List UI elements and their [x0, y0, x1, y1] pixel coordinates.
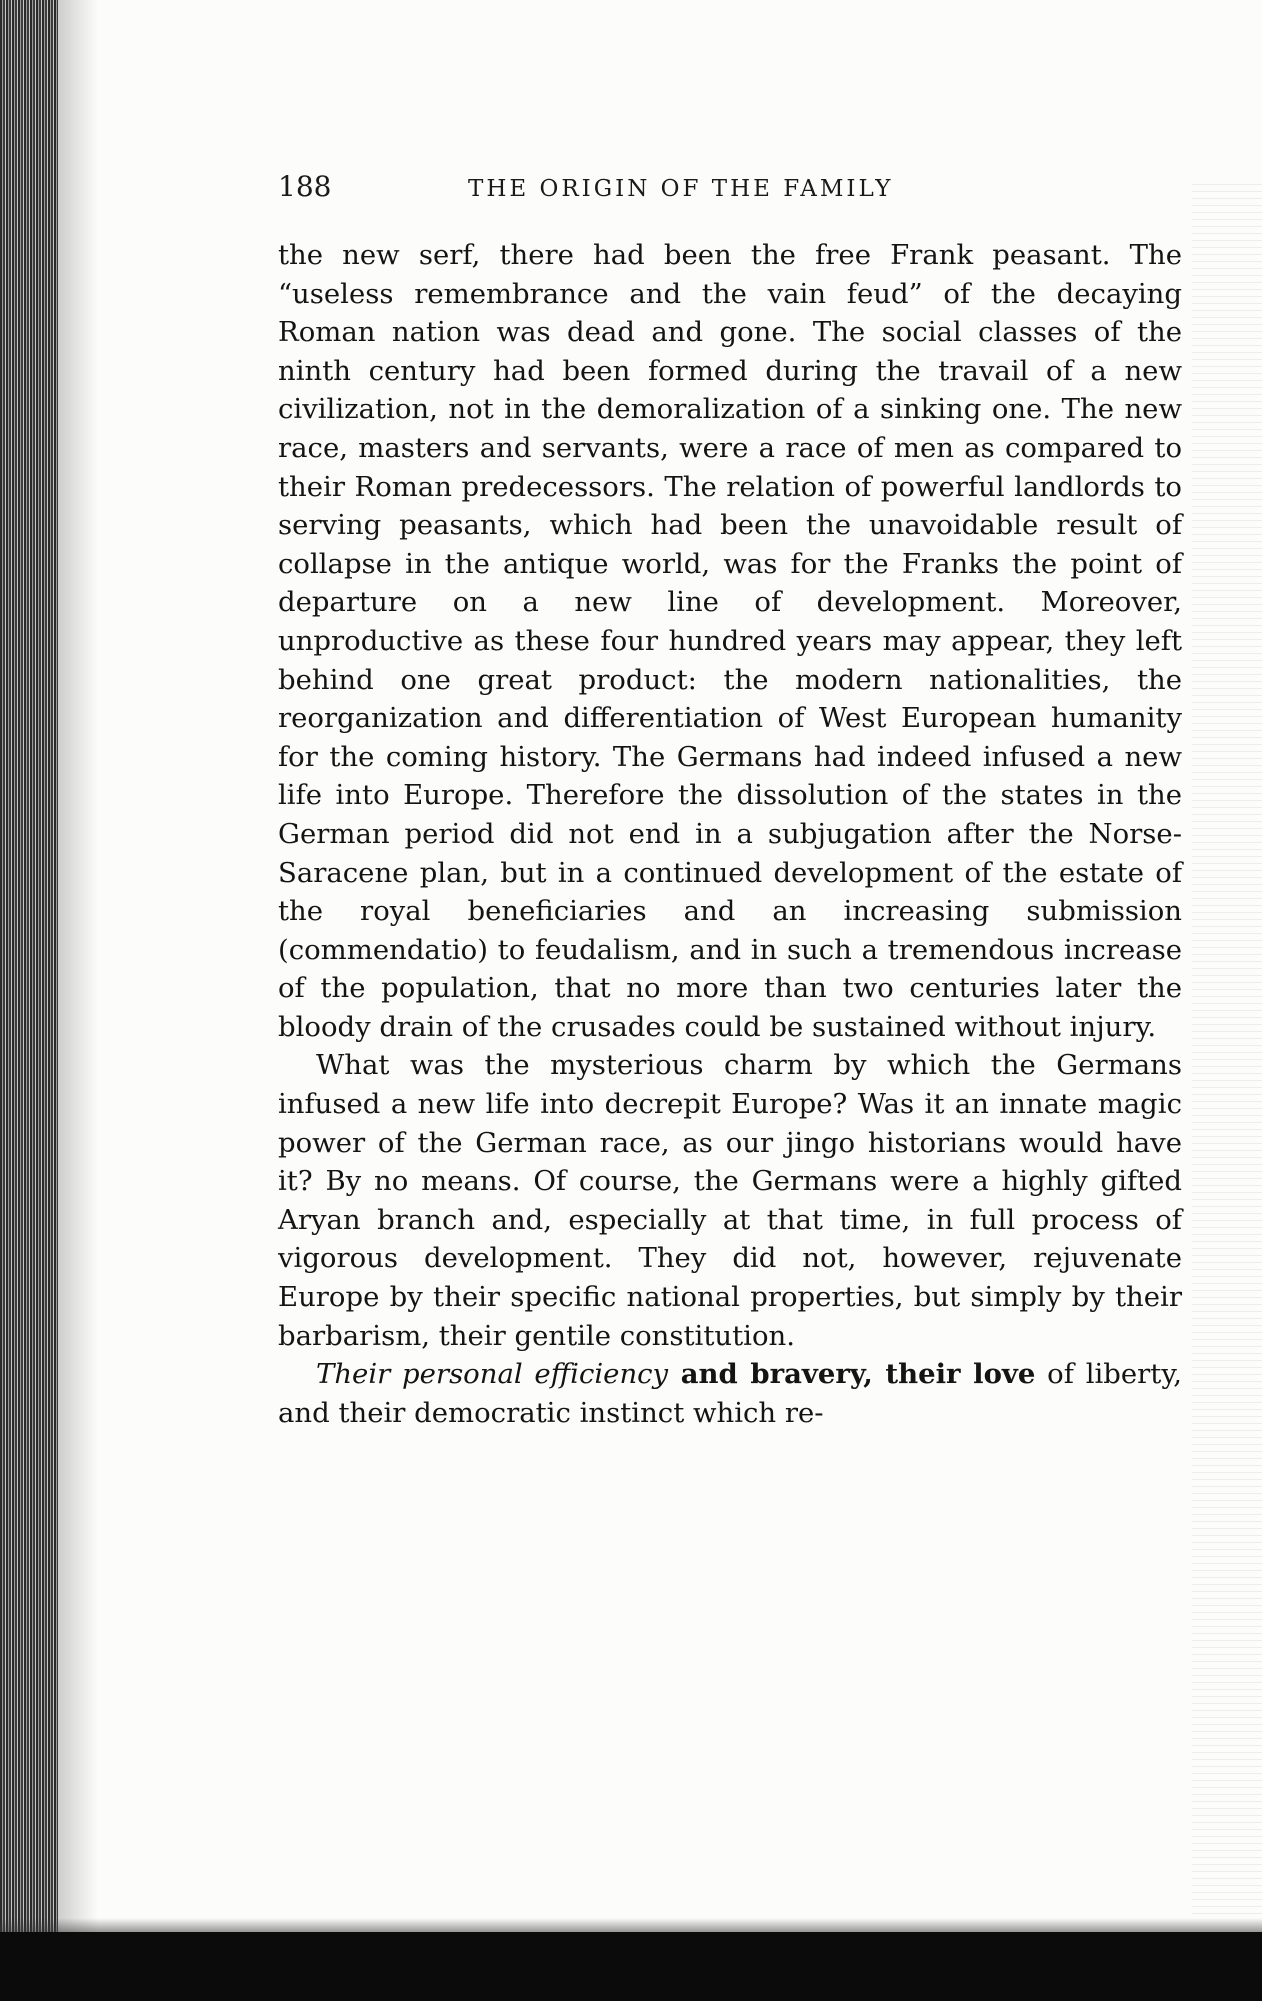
- scan-bottom-band: [0, 1932, 1262, 2001]
- paragraph-2: What was the mysterious charm by which the Germans infused a new life into decrepit Europe? Was it an innate magic power of the German race, as our jingo historians would have it? By no means. Of course, the Germans were a highly gifted Aryan branch and, especially at that time, in full process of vigorous development. They did not, however, rejuvenate Europe by their specific national properties, but simply by their barbarism, their gentile constitution.: [278, 1049, 1182, 1352]
- paragraph-3: [278, 1355, 1182, 1432]
- book-gutter: [0, 0, 58, 2001]
- gutter-shadow: [58, 0, 98, 2001]
- emphasis-italic: Their personal efficiency: [316, 1358, 669, 1391]
- body-text: [278, 236, 1182, 1432]
- running-head: THE ORIGIN OF THE FAMILY: [468, 176, 894, 202]
- paragraph-1: the new serf, there had been the free Frank peasant. The “useless remembrance and the vain feud” of the decaying Roman nation was dead and gone. The social classes of the ninth century had been formed during the travail of a new civilization, not in the demoralization of a sinking one. The new race, masters and servants, were a race of men as compared to their Roman predecessors. The relation of powerful landlords to serving peasants, which had been the unavoidable result of collapse in the antique world, was for the Franks the point of departure on a new line of development. Moreover, unproductive as these four hundred years may appear, they left behind one great product: the modern nationalities, the reorganization and differentiation of West European humanity for the coming history. The Germans had indeed infused a new life into Europe. Therefore the dissolution of the states in the German period did not end in a subjugation after the Norse-Saracene plan, but in a continued development of the estate of the royal beneficiaries and an increasing submission (commendatio) to feudalism, and in such a tremendous increase of the population, that no more than two centuries later the bloody drain of the crusades could be sustained without injury.: [278, 239, 1182, 1043]
- emphasis-bold: bravery, their love: [750, 1358, 1036, 1391]
- paragraph-3-rest: of liberty, and their democratic instinct which re-: [278, 1358, 1182, 1429]
- page-header: [278, 170, 1182, 210]
- page-number: 188: [278, 170, 332, 203]
- connector-text: and: [668, 1358, 751, 1391]
- margin-speckle: [1192, 180, 1262, 1920]
